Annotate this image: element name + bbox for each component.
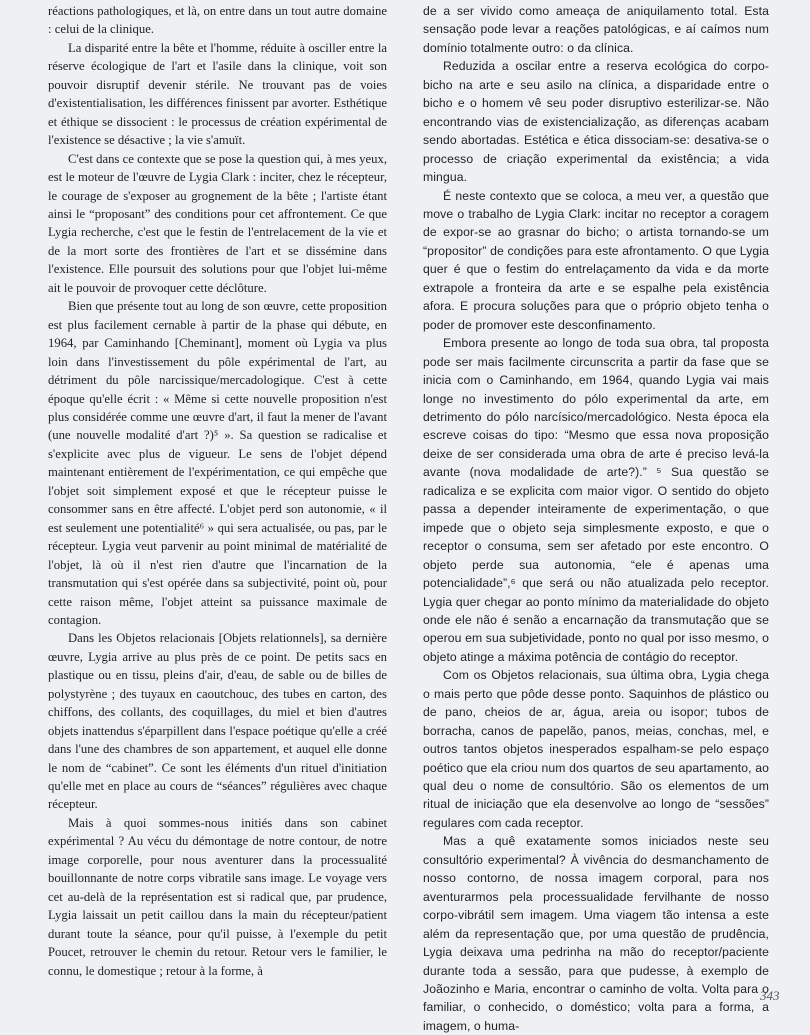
- portuguese-text-column: [423, 2, 769, 1035]
- paragraph: Mas a quê exatamente somos iniciados neste seu consultório experimental? À vivência do desmanchamento de nosso contorno, de nossa imagem corporal, para nos aventurarmos pela processualidade fervilhante de nosso corpo-vibrátil sem imagem. Uma viagem tão intensa a este além da representação que, por uma questão de prudência, Lygia deixava uma pedrinha na mão do receptor/paciente durante toda a sessão, para que pudesse, à exemplo de Joãozinho e Maria, encontrar o caminho de volta. Volta para o familiar, o conhecido, o doméstico; volta para a forma, a imagem, o huma-: [423, 834, 769, 1033]
- paragraph: Mais à quoi sommes-nous initiés dans son cabinet expérimental ? Au vécu du démontage de notre contour, de notre image corporelle, pour nous aventurer dans la processualité bouillonnante de notre corps vibratile sans image. Le voyage vers cet au-delà de la représentation est si radical que, par prudence, Lygia laissait un petit caillou dans la main du récepteur/patient durant toute la séance, pour qu'il puisse, à l'exemple du petit Poucet, retrouver le chemin du retour. Retour vers le familier, le connu, le domestique ; retour à la forme, à: [48, 815, 387, 978]
- paragraph: de a ser vivido como ameaça de aniquilamento total. Esta sensação pode levar a reações patológicas, e aí caímos num domínio totalmente outro: o da clínica.: [423, 4, 769, 55]
- paragraph: Embora presente ao longo de toda sua obra, tal proposta pode ser mais facilmente circunscrita a partir da fase que se inicia com o Caminhando, em 1964, quando Lygia vai mais longe no investimento do pólo experimental da arte, em detrimento do pólo narcísico/mercadológico. Nesta época ela escreve coisas do tipo: “Mesmo que essa nova proposição deixe de ser considerada uma obra de arte é preciso levá-la avante (nova modalidade de arte?).” ⁵ Sua questão se radicaliza e se explicita com maior vigor. O sentido do objeto passa a depender inteiramente de experimentação, o que impede que o objeto seja simplesmente exposto, e que o receptor o consuma, sem ser afetado por este encontro. O objeto perde sua autonomia, “ele é apenas uma potencialidade”,⁶ que será ou não atualizada pelo receptor. Lygia quer chegar ao ponto mínimo da materialidade do objeto onde ele não é senão a encarnação da transmutação que se operou em sua subjetividade, ponto no qual por isso mesmo, o objeto atinge a máxima potência de contágio do receptor.: [423, 336, 769, 664]
- paragraph: Com os Objetos relacionais, sua última obra, Lygia chega o mais perto que pôde desse ponto. Saquinhos de plástico ou de pano, cheios de ar, água, areia ou isopor; tubos de borracha, canos de papelão, panos, meias, conchas, mel, e outros tantos objetos inesperados espalham-se pelo espaço poético que ela criou num dos quartos de seu apartamento, ao qual deu o nome de consultório. São os elementos de um ritual de iniciação que ela desenvolve ao longo de “sessões” regulares com cada receptor.: [423, 668, 769, 830]
- paragraph: C'est dans ce contexte que se pose la question qui, à mes yeux, est le moteur de l'œuvre de Lygia Clark : inciter, chez le récepteur, le courage de s'exposer au grognement de la bête ; l'artiste étant ainsi le “proposant” des conditions pour cet affrontement. Ce que Lygia recherche, c'est que le festin de l'entrelacement de la vie et de la mort sorte des frontières de l'art et se dissémine dans l'existence. Elle poursuit des solutions pour que l'objet lui-même ait le pouvoir de provoquer cette déclôture.: [48, 151, 387, 295]
- paragraph: Dans les Objetos relacionais [Objets relationnels], sa dernière œuvre, Lygia arrive au plus près de ce point. De petits sacs en plastique ou en tissu, pleins d'air, d'eau, de sable ou de billes de polystyrène ; des tuyaux en caoutchouc, des tubes en carton, des chiffons, des collants, des coquillages, du miel et bien d'autres objets inattendus s'éparpillent dans l'espace poétique qu'elle a créé dans l'une des chambres de son appartement, et auquel elle donne le nom de “cabinet”. Ce sont les éléments d'un rituel d'initiation qu'elle met en place au cours de “séances” régulières avec chaque récepteur.: [48, 631, 387, 812]
- paragraph: La disparité entre la bête et l'homme, réduite à osciller entre la réserve écologique de l'art et l'asile dans la clinique, voit son pouvoir disruptif devenir stérile. Ne trouvant pas de voies d'existentialisation, les différences finissent par avorter. Esthétique et éthique se dissocient : le processus de création expérimental de l'existence se désactive ; la vie s'amuït.: [48, 40, 387, 148]
- paragraph: Bien que présente tout au long de son œuvre, cette proposition est plus facilement cernable à partir de la phase qui débute, en 1964, par Caminhando [Cheminant], moment où Lygia va plus loin dans l'investissement du pôle expérimental de l'art, au détriment du pôle narcissique/mercadologique. C'est à cette époque qu'elle écrit : « Même si cette nouvelle proposition n'est plus considérée comme une œuvre d'art, il faut la mener de l'avant (une nouvelle modalité d'art ?)⁵ ». Sa question se radicalise et s'explicite avec plus de vigueur. Le sens de l'objet dépend maintenant entièrement de l'expérimentation, ce qui empêche que l'objet soit simplement exposé et que le récepteur puisse le consommer sans en être affecté. L'objet perd son autonomie, « il est seulement une potentialité⁶ » qui sera actualisée, ou pas, par le récepteur. Lygia veut parvenir au point minimal de matérialité de l'objet, là où il n'est rien d'autre que l'incarnation de la transmutation qui s'est opérée dans sa subjectivité, point où, pour cette raison même, l'objet atteint sa puissance maximale de contagion.: [48, 299, 387, 627]
- french-text-column: [48, 2, 387, 980]
- page-number: 343: [760, 988, 780, 1003]
- paragraph: É neste contexto que se coloca, a meu ver, a questão que move o trabalho de Lygia Clark: incitar no receptor a coragem de expor-se ao grasnar do bicho; o artista tornando-se um “propositor” de condições para este afrontamento. O que Lygia quer é que o festim do entrelaçamento da vida e da morte extrapole a fronteira da arte e se espalhe pela existência afora. E procura soluções para que o próprio objeto tenha o poder de promover este desconfinamento.: [423, 188, 769, 332]
- paragraph: réactions pathologiques, et là, on entre dans un tout autre domaine : celui de la clinique.: [48, 4, 387, 37]
- paragraph: Reduzida a oscilar entre a reserva ecológica do corpo-bicho na arte e seu asilo na clínica, a disparidade entre o bicho e o homem vê seu poder disruptivo esterilizar-se. Não encontrando vias de existencialização, as diferenças acabam sendo abortadas. Estética e ética dissociam-se: desativa-se o processo de criação experimental da existência; a vida mingua.: [423, 59, 769, 185]
